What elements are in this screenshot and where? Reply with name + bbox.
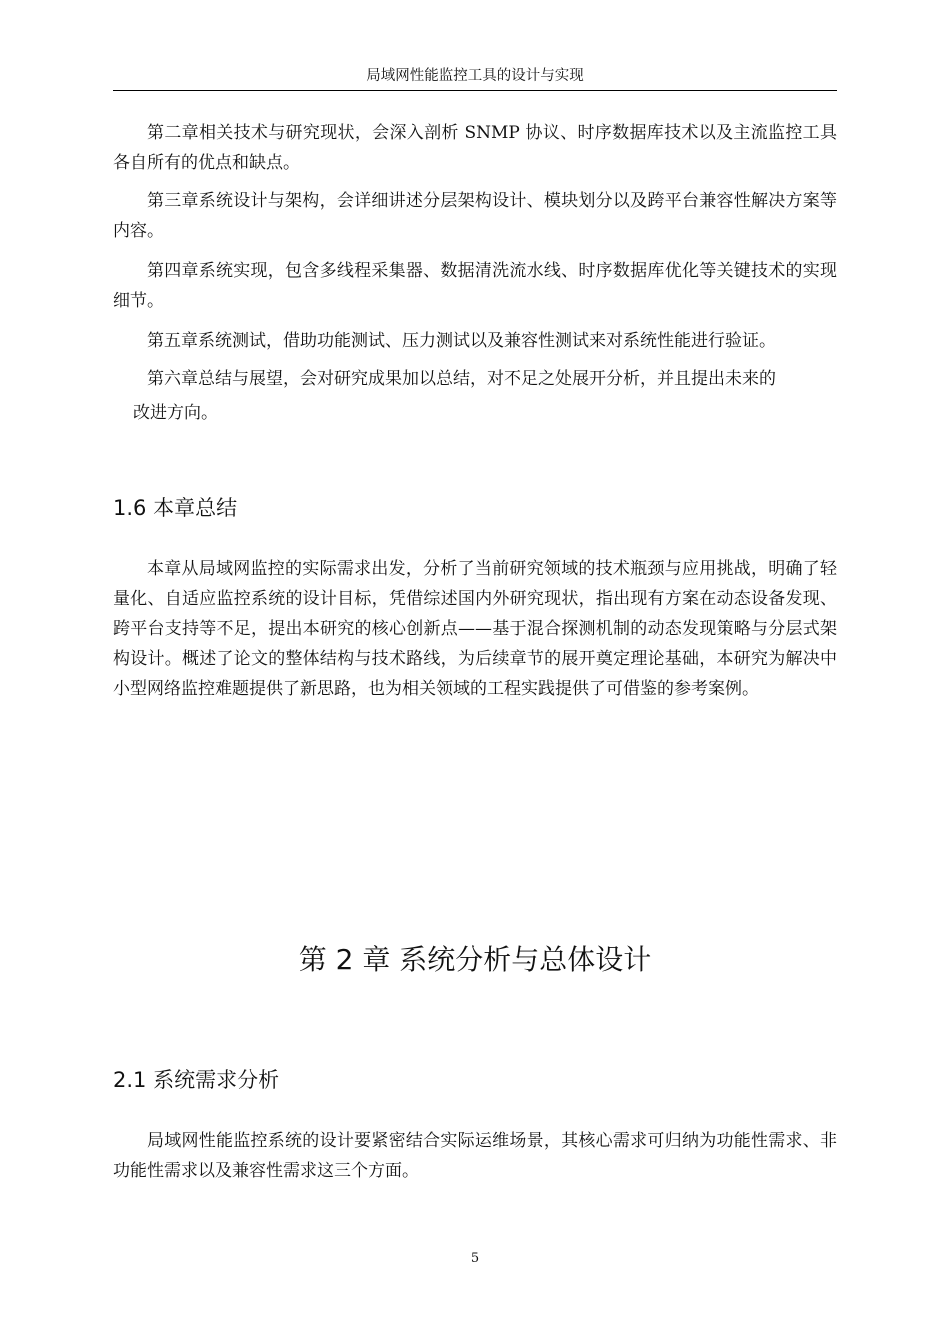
paragraph-chapter-6-summary-continued: 改进方向。 — [133, 403, 218, 423]
chapter-title: 第 2 章 系统分析与总体设计 — [298, 943, 652, 976]
paragraph-chapter-3-summary: 第三章系统设计与架构，会详细讲述分层架构设计、模块划分以及跨平台兼容性解决方案等内容。 — [113, 191, 837, 241]
paragraph-chapter-5-summary: 第五章系统测试，借助功能测试、压力测试以及兼容性测试来对系统性能进行验证。 — [147, 331, 776, 351]
paragraph-section-2-1-body: 局域网性能监控系统的设计要紧密结合实际运维场景，其核心需求可归纳为功能性需求、非功能性需求以及兼容性需求这三个方面。 — [113, 1131, 837, 1181]
paragraph-chapter-4-summary: 第四章系统实现，包含多线程采集器、数据清洗流水线、时序数据库优化等关键技术的实现细节。 — [113, 261, 837, 311]
running-header: 局域网性能监控工具的设计与实现 — [113, 66, 837, 91]
section-heading-1-6: 1.6 本章总结 — [113, 496, 238, 520]
paragraph-chapter-2-summary: 第二章相关技术与研究现状，会深入剖析 SNMP 协议、时序数据库技术以及主流监控工具各自所有的优点和缺点。 — [113, 123, 837, 173]
section-heading-2-1: 2.1 系统需求分析 — [113, 1068, 280, 1092]
paragraph-section-1-6-body: 本章从局域网监控的实际需求出发，分析了当前研究领域的技术瓶颈与应用挑战，明确了轻量化、自适应监控系统的设计目标，凭借综述国内外研究现状，指出现有方案在动态设备发现、跨平台支持等不足，提出本研究的核心创新点——基于混合探测机制的动态发现策略与分层式架构设计。概述了论文的整体结构与技术路线，为后续章节的展开奠定理论基础，本研究为解决中小型网络监控难题提供了新思路，也为相关领域的工程实践提供了可借鉴的参考案例。 — [113, 559, 837, 699]
paragraph-chapter-6-summary: 第六章总结与展望，会对研究成果加以总结，对不足之处展开分析，并且提出未来的 — [147, 369, 776, 389]
page-number: 5 — [470, 1251, 480, 1266]
